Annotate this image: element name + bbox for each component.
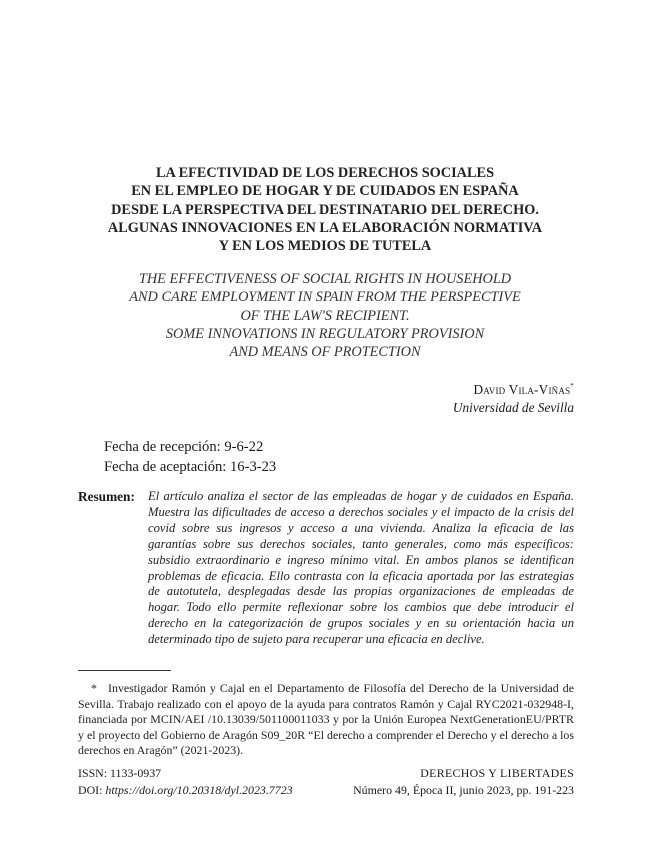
title-spanish bbox=[70, 164, 580, 255]
journal-name: DERECHOS Y LIBERTADES bbox=[420, 766, 574, 780]
footnote-mark: * bbox=[91, 681, 97, 695]
doi-link[interactable]: https://doi.org/10.20318/dyl.2023.7723 bbox=[105, 783, 293, 797]
title-es-line: DESDE LA PERSPECTIVA DEL DESTINATARIO DEL DERECHO. bbox=[111, 201, 539, 218]
doi-line bbox=[78, 782, 293, 799]
abstract-label: Resumen: bbox=[78, 489, 135, 504]
footer-left bbox=[78, 765, 293, 799]
issn: ISSN: 1133-0937 bbox=[78, 766, 162, 780]
title-en-line: THE EFFECTIVENESS OF SOCIAL RIGHTS IN HOUSEHOLD bbox=[138, 271, 512, 287]
received-date: Fecha de recepción: 9-6-22 bbox=[104, 439, 264, 455]
footnote bbox=[78, 681, 574, 759]
title-es-line: ALGUNAS INNOVACIONES EN LA ELABORACIÓN NORMATIVA bbox=[107, 219, 543, 236]
author-affiliation: Universidad de Sevilla bbox=[452, 400, 574, 415]
title-en-line: AND CARE EMPLOYMENT IN SPAIN FROM THE PERSPECTIVE bbox=[129, 289, 521, 306]
issue-info: Número 49, Época II, junio 2023, pp. 191-223 bbox=[353, 783, 574, 797]
author-block bbox=[453, 377, 574, 417]
title-es-line: LA EFECTIVIDAD DE LOS DERECHOS SOCIALES bbox=[155, 165, 495, 181]
title-en-line: AND MEANS OF PROTECTION bbox=[229, 344, 421, 361]
submission-dates bbox=[104, 437, 276, 477]
title-es-line: Y EN LOS MEDIOS DE TUTELA bbox=[218, 238, 432, 255]
title-en-line: SOME INNOVATIONS IN REGULATORY PROVISION bbox=[165, 325, 485, 342]
accepted-date: Fecha de aceptación: 16-3-23 bbox=[104, 459, 277, 475]
author-name-text: David Vila-Viñas bbox=[473, 382, 571, 397]
title-es-line: EN EL EMPLEO DE HOGAR Y DE CUIDADOS EN ESPAÑA bbox=[131, 183, 519, 200]
doi-label: DOI: bbox=[78, 783, 103, 797]
footnote-text: Investigador Ramón y Cajal en el Departamento de Filosofía del Derecho de la Universidad de Sevilla. Trabajo realizado con el apoyo de la ayuda para contratos Ramón y Cajal RYC2021-032948-I, financiada por MCIN/AEI /10.13039/501100011033 y por la Unión Europea NextGenerationEU/PRTR y el proyecto del Gobierno de Aragón S09_20R “El derecho a comprender el Derecho y el derecho a los derechos en Aragón” (2021-2023). bbox=[78, 681, 574, 757]
author-name bbox=[453, 377, 574, 399]
title-english bbox=[70, 270, 580, 361]
footnote-divider bbox=[78, 670, 171, 671]
footer-right bbox=[353, 765, 574, 799]
abstract-text: El artículo analiza el sector de las empleadas de hogar y de cuidados en España. Muestra las dificultades de acceso a derechos sociales y el impacto de la crisis del covid sobre sus ingresos y acceso a una vivienda. Analiza la eficacia de las garantías sobre sus derechos sociales, tanto generales, como más específicos: subsidio extraordinario e ingreso mínimo vital. En ambos planos se identifican problemas de eficacia. Ello contrasta con la eficacia aportada por las estrategias de autotutela, desplegadas desde las propias organizaciones de empleadas de hogar. Todo ello permite reflexionar sobre los cambios que debe introducir el derecho en la categorización de grupos sociales y en su orientación hacia un determinado tipo de sujeto para recuperar una eficacia en declive. bbox=[148, 489, 574, 647]
title-en-line: OF THE LAW'S RECIPIENT. bbox=[240, 307, 410, 324]
author-footnote-mark[interactable]: * bbox=[570, 382, 574, 390]
